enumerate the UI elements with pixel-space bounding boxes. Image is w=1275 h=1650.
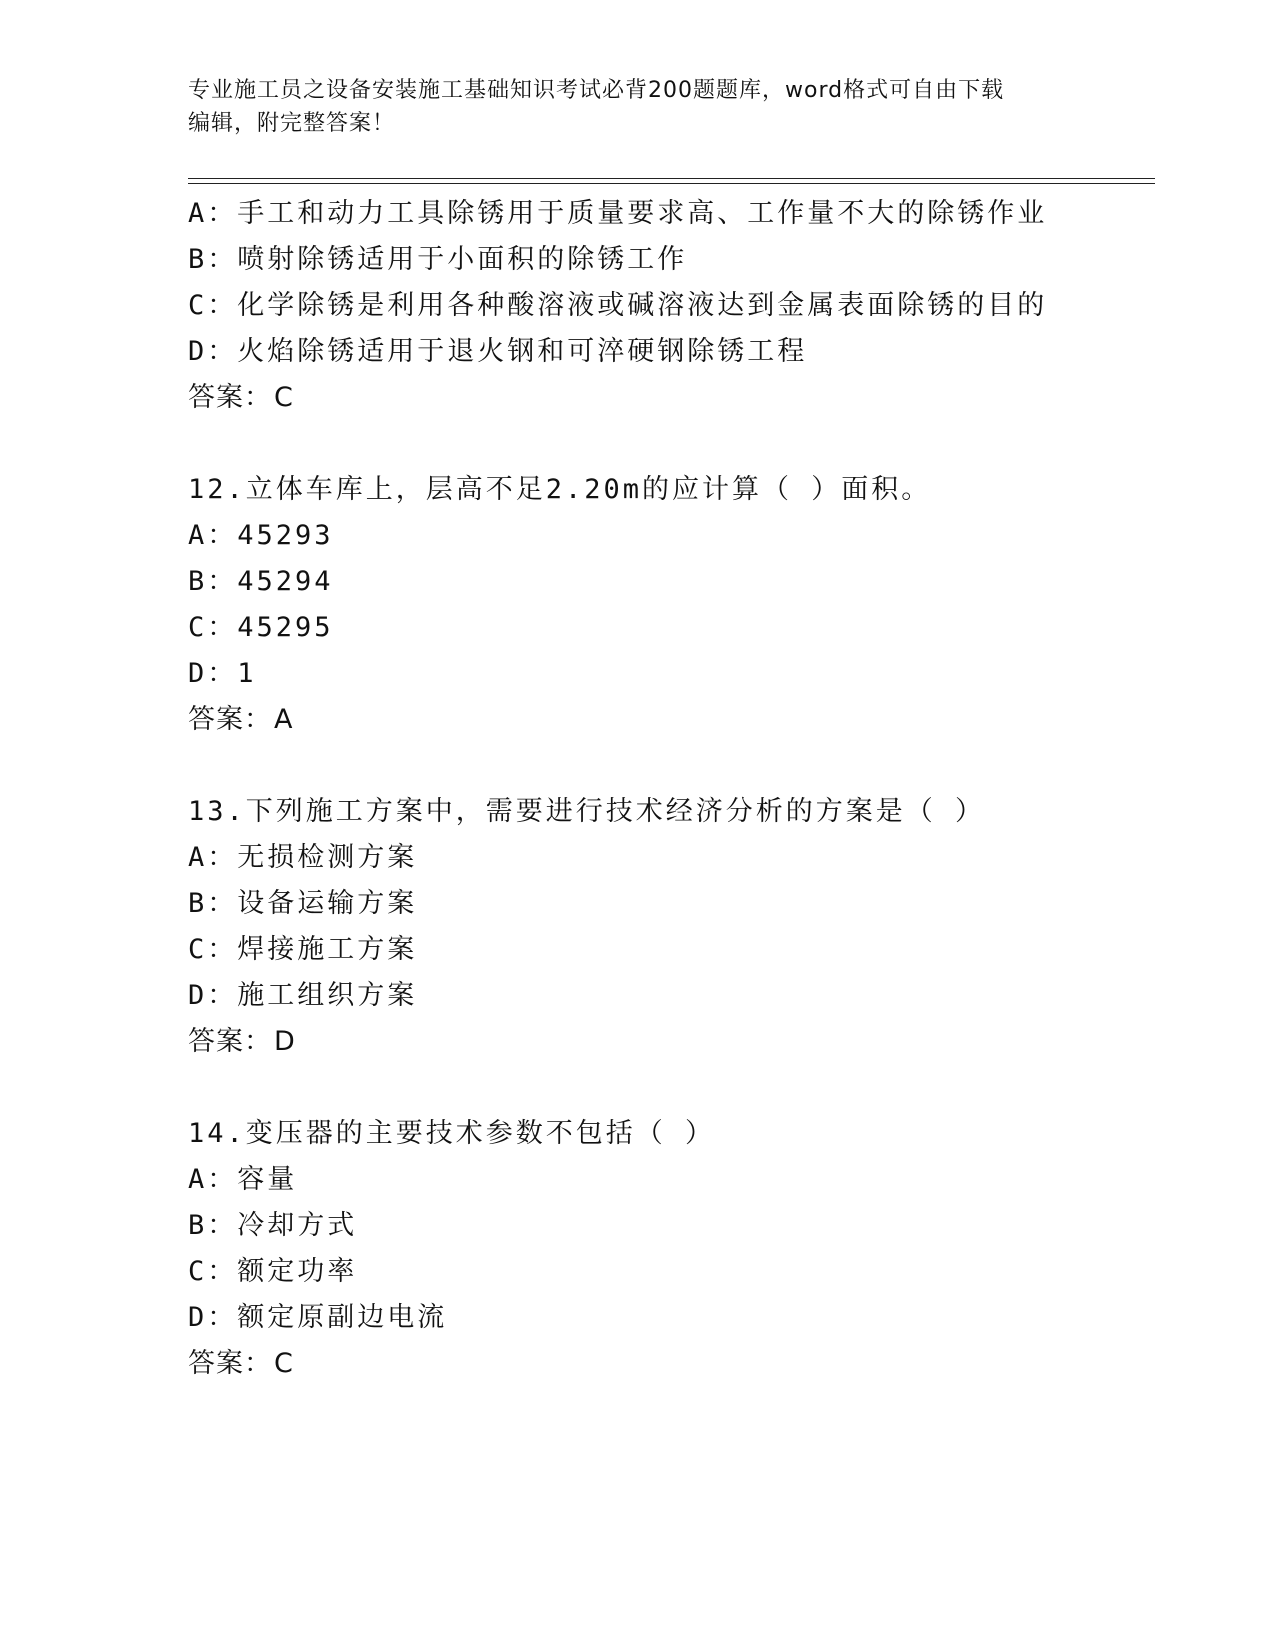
option-b: B：设备运输方案 [188, 888, 418, 919]
question-text: 14.变压器的主要技术参数不包括（ ） [188, 1118, 716, 1149]
option-c: C：45295 [188, 612, 334, 643]
option-a: A：手工和动力工具除锈用于质量要求高、工作量不大的除锈作业 [188, 198, 1048, 229]
option-a: A：无损检测方案 [188, 842, 418, 873]
question-text: 13.下列施工方案中，需要进行技术经济分析的方案是（ ） [188, 796, 986, 827]
option-a: A：45293 [188, 520, 334, 551]
question-list [188, 191, 1148, 1387]
header-divider-top [188, 178, 1155, 179]
spacer [188, 421, 1148, 467]
answer-value: A [274, 704, 294, 735]
question-12 [188, 467, 1148, 743]
answer-line [188, 375, 1148, 421]
question-11 [188, 191, 1148, 421]
option-c: C：焊接施工方案 [188, 934, 418, 965]
answer-line [188, 1019, 1148, 1065]
option-d: D：火焰除锈适用于退火钢和可淬硬钢除锈工程 [188, 336, 808, 367]
option-d: D：施工组织方案 [188, 980, 418, 1011]
option-b: B：喷射除锈适用于小面积的除锈工作 [188, 244, 688, 275]
spacer [188, 1065, 1148, 1111]
answer-label: 答案： [188, 1026, 272, 1057]
document-header [188, 74, 1088, 140]
option-a: A：容量 [188, 1164, 298, 1195]
answer-value: C [274, 382, 294, 413]
answer-line [188, 697, 1148, 743]
option-c: C：额定功率 [188, 1256, 358, 1287]
answer-label: 答案： [188, 1348, 272, 1379]
answer-label: 答案： [188, 704, 272, 735]
answer-value: C [274, 1348, 294, 1379]
header-line-2: 编辑，附完整答案！ [188, 111, 396, 136]
spacer [188, 743, 1148, 789]
header-line-1: 专业施工员之设备安装施工基础知识考试必背200题题库，word格式可自由下载 [188, 78, 1005, 103]
option-b: B：冷却方式 [188, 1210, 358, 1241]
option-b: B：45294 [188, 566, 334, 597]
answer-line [188, 1341, 1148, 1387]
option-c: C：化学除锈是利用各种酸溶液或碱溶液达到金属表面除锈的目的 [188, 290, 1048, 321]
option-d: D：1 [188, 658, 257, 689]
question-text: 12.立体车库上，层高不足2.20m的应计算（ ）面积。 [188, 474, 932, 505]
answer-value: D [274, 1026, 296, 1057]
header-divider-bottom [188, 183, 1155, 184]
option-d: D：额定原副边电流 [188, 1302, 448, 1333]
question-13 [188, 789, 1148, 1065]
answer-label: 答案： [188, 382, 272, 413]
question-14 [188, 1111, 1148, 1387]
